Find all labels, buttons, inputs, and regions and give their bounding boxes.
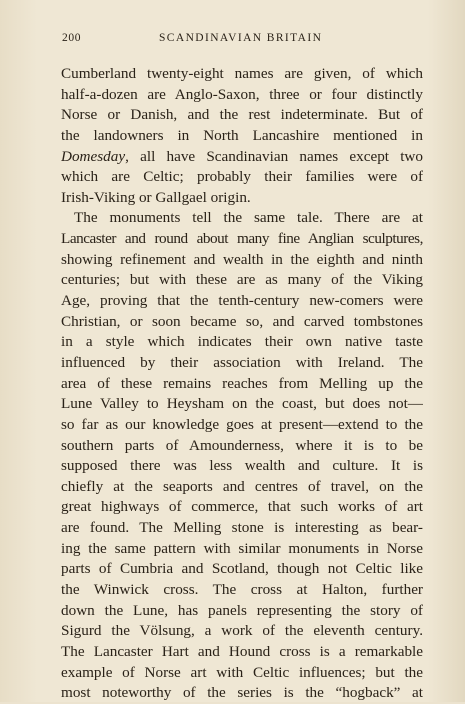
text-line: are found. The Melling stone is interesting as bear- <box>61 519 423 537</box>
text-line: Lancaster and round about many fine Anglian sculptures, <box>61 230 423 248</box>
text-line: great highways of commerce, that such works of art <box>61 498 423 516</box>
text-line: chiefly at the seaports and centres of travel, on the <box>61 477 423 495</box>
italic-title-domesday: Domesday <box>61 147 126 165</box>
text-line: Irish-Viking or Gallgael origin. <box>61 188 251 206</box>
text-line: the landowners in North Lancashire mentioned in <box>61 126 423 144</box>
page-number: 200 <box>62 32 82 44</box>
text-line: Cumberland twenty-eight names are given, of which <box>61 65 423 82</box>
text-line: area of these remains reaches from Melling up the <box>61 374 423 392</box>
text-line: Domesday, all have Scandinavian names except two <box>61 147 423 165</box>
text-line: in a style which indicates their own native taste <box>61 333 423 351</box>
text-line: ing the same pattern with similar monuments in Norse <box>61 539 423 557</box>
text-line: showing refinement and wealth in the eighth and ninth <box>61 250 423 268</box>
text-line: the Winwick cross. The cross at Halton, further <box>61 581 423 599</box>
text-line: down the Lune, has panels representing the story of <box>61 601 423 619</box>
text-line: example of Norse art with Celtic influences; but the <box>61 663 423 681</box>
text-line: centuries; but with these are as many of the Viking <box>61 271 423 289</box>
text-line: The Lancaster Hart and Hound cross is a remarkable <box>61 642 423 660</box>
text-line: supposed there was less wealth and culture. It is <box>61 457 423 475</box>
paragraph-start-line: The monuments tell the same tale. There are at <box>74 209 423 227</box>
text-line: Norse or Danish, and the rest indeterminate. But of <box>61 106 423 124</box>
running-head: SCANDINAVIAN BRITAIN <box>159 32 323 44</box>
text-line: half-a-dozen are Anglo-Saxon, three or four distinctly <box>61 85 423 103</box>
text-line: southern parts of Amounderness, where it is to be <box>61 436 423 454</box>
text-line: parts of Cumbria and Scotland, though not Celtic like <box>61 560 423 578</box>
body-text <box>61 64 423 704</box>
text-line: Lune Valley to Heysham on the coast, but does not— <box>61 395 423 413</box>
text-line: Sigurd the Völsung, a work of the eleventh century. <box>61 622 423 640</box>
text-line: Age, proving that the tenth-century new-comers were <box>61 292 423 310</box>
text-line: influenced by their association with Ireland. The <box>61 353 423 371</box>
text-line: most noteworthy of the series is the “hogback” at <box>61 684 423 702</box>
text-line: which are Celtic; probably their families were of <box>61 168 423 186</box>
text-line: so far as our knowledge goes at present—extend to the <box>61 415 423 433</box>
text-line: Christian, or soon became so, and carved tombstones <box>61 312 423 330</box>
